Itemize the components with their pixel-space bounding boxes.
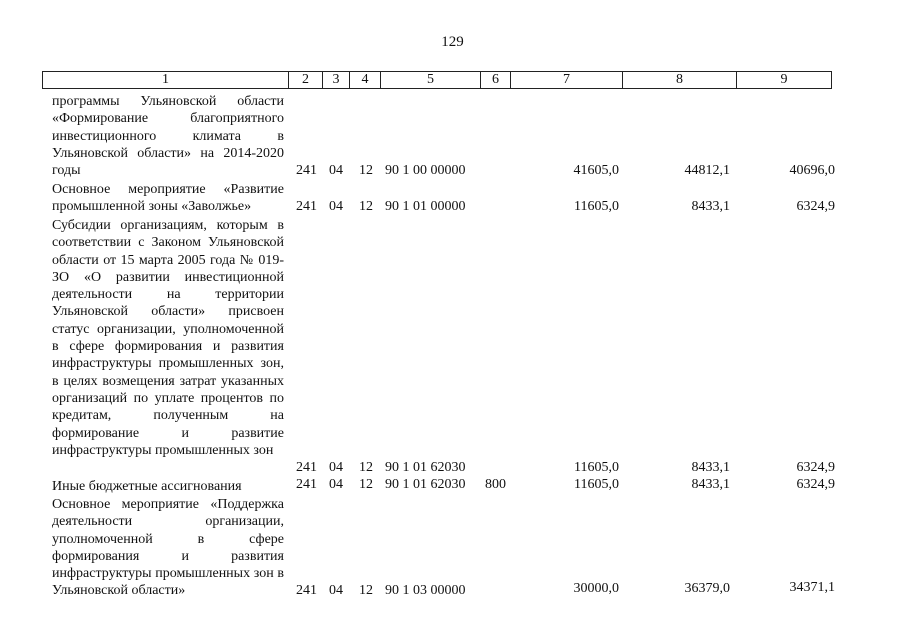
row-3-col-2: 241 — [296, 477, 317, 492]
row-4-col-4: 12 — [359, 583, 373, 598]
row-3-description: Иные бюджетные ассигнования — [52, 479, 242, 494]
header-col-1: 1 — [43, 72, 289, 88]
row-1-col-2: 241 — [296, 199, 317, 214]
row-1-col-9: 6324,9 — [796, 199, 835, 214]
row-0-col-5: 90 1 00 00000 — [385, 163, 466, 178]
row-4-col-2: 241 — [296, 583, 317, 598]
row-0-col-9: 40696,0 — [789, 163, 835, 178]
row-1-col-5: 90 1 01 00000 — [385, 199, 466, 214]
table-header — [42, 71, 832, 89]
row-3-col-3: 04 — [329, 477, 343, 492]
row-3-col-6: 800 — [485, 477, 506, 492]
row-0-col-3: 04 — [329, 163, 343, 178]
header-col-5: 5 — [381, 72, 481, 88]
row-4-col-8: 36379,0 — [684, 581, 730, 596]
row-0-description: программы Ульяновской области «Формирование благоприятного инвестиционного климата в Ульяновской области» на 2014-2020 годы — [52, 94, 284, 179]
row-4-col-7: 30000,0 — [573, 581, 619, 596]
header-col-2: 2 — [289, 72, 323, 88]
row-1-col-4: 12 — [359, 199, 373, 214]
header-col-8: 8 — [623, 72, 737, 88]
row-4-col-3: 04 — [329, 583, 343, 598]
row-4-col-5: 90 1 03 00000 — [385, 583, 466, 598]
row-2-col-2: 241 — [296, 460, 317, 475]
row-1-col-3: 04 — [329, 199, 343, 214]
row-3-col-5: 90 1 01 62030 — [385, 477, 466, 492]
row-4-description: Основное мероприятие «Поддержка деятельности организации, уполномоченной в сфере формирования и развития инфраструктуры промышленных зон в Ульяновской области» — [52, 497, 284, 599]
row-3-col-8: 8433,1 — [691, 477, 730, 492]
row-2-description: Субсидии организациям, которым в соответствии с Законом Ульяновской области от 15 марта 2005 года № 019-ЗО «О развитии инвестиционной деятельности на территории Ульяновской области» присвоен статус организации, уполномоченной в сфере формирования и развития инфраструктуры промышленных зон, в целях возмещения затрат указанных организаций по уплате процентов по кредитам, полученным на формирование и развитие инфраструктуры промышленных зон — [52, 218, 284, 458]
page-number: 129 — [441, 34, 464, 50]
row-3-col-9: 6324,9 — [796, 477, 835, 492]
header-col-3: 3 — [323, 72, 350, 88]
row-2-col-3: 04 — [329, 460, 343, 475]
row-2-col-8: 8433,1 — [691, 460, 730, 475]
row-3-col-7: 11605,0 — [574, 477, 619, 492]
row-3-col-4: 12 — [359, 477, 373, 492]
row-0-col-7: 41605,0 — [573, 163, 619, 178]
row-1-col-7: 11605,0 — [574, 199, 619, 214]
row-2-col-9: 6324,9 — [796, 460, 835, 475]
row-0-col-2: 241 — [296, 163, 317, 178]
header-col-6: 6 — [481, 72, 511, 88]
row-0-col-8: 44812,1 — [684, 163, 730, 178]
row-2-col-5: 90 1 01 62030 — [385, 460, 466, 475]
row-1-description: Основное мероприятие «Развитие промышленной зоны «Заволжье» — [52, 182, 284, 215]
header-col-7: 7 — [511, 72, 623, 88]
header-col-4: 4 — [350, 72, 381, 88]
header-col-9: 9 — [780, 72, 788, 87]
row-4-col-9: 34371,1 — [789, 580, 835, 595]
row-1-col-8: 8433,1 — [691, 199, 730, 214]
row-2-col-7: 11605,0 — [574, 460, 619, 475]
row-2-col-4: 12 — [359, 460, 373, 475]
row-0-col-4: 12 — [359, 163, 373, 178]
